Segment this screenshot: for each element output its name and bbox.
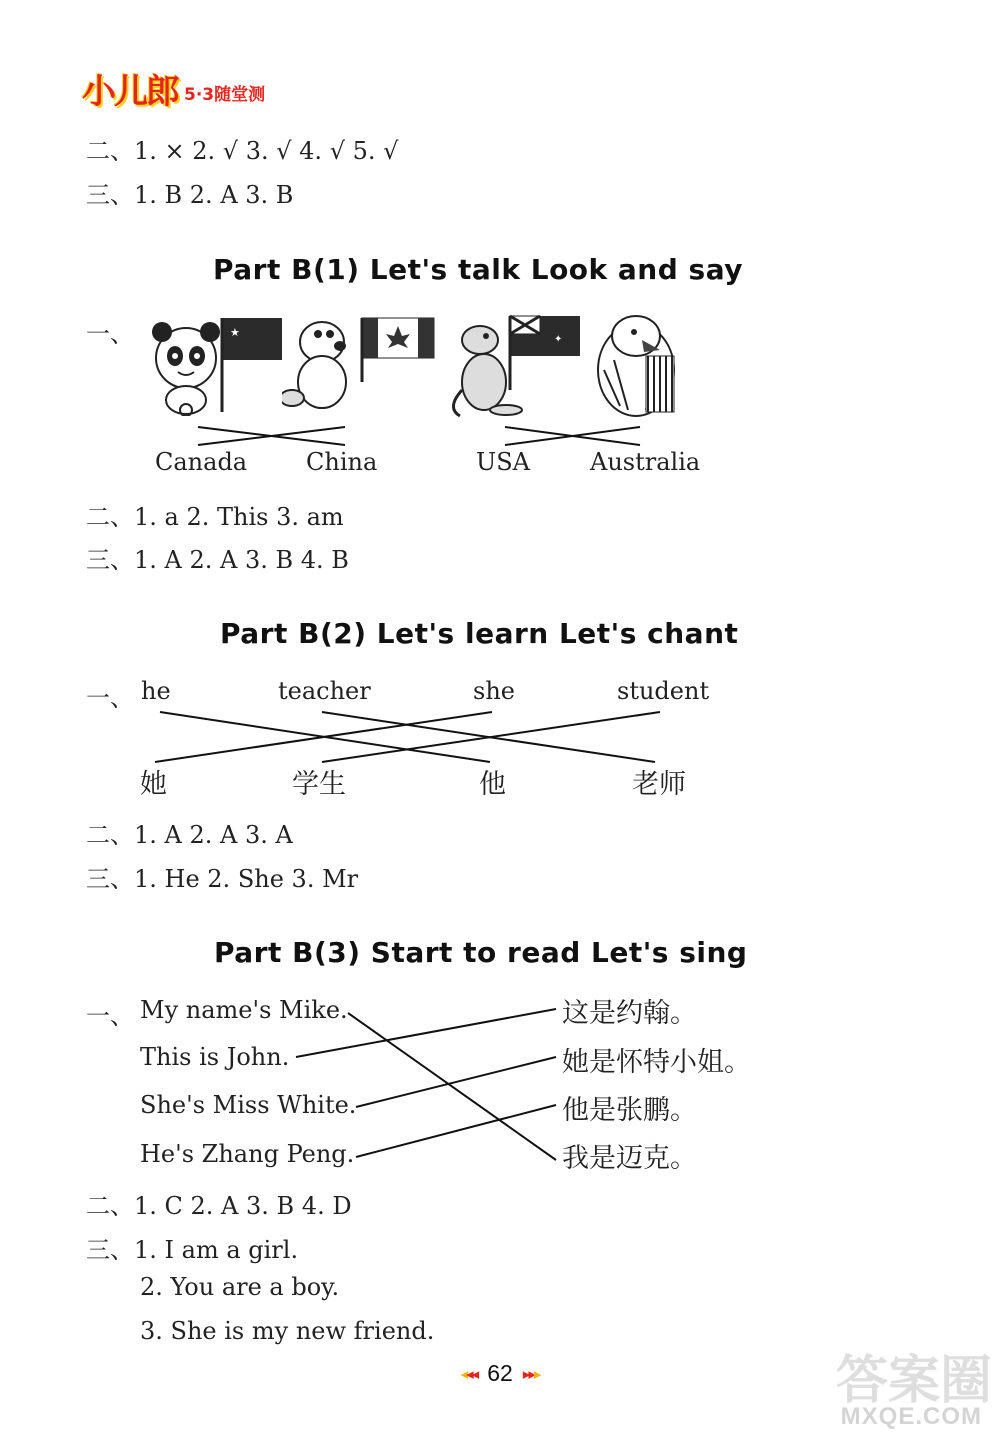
answer-line-3b-b3: 2. You are a boy. [140, 1273, 340, 1301]
question-1-prefix-b2: 一、 [86, 684, 134, 712]
match-line-sentence-4 [356, 1105, 556, 1157]
word-she: she [473, 677, 515, 705]
answer-line-3: 三、1. B 2. A 3. B [86, 181, 294, 209]
answer-line-2: 二、1. × 2. √ 3. √ 4. √ 5. √ [86, 137, 399, 165]
en-sentence-2: This is John. [140, 1043, 290, 1071]
section-heading-b3: Part B(3) Start to read Let's sing [214, 936, 748, 969]
left-arrows-icon: ◂◂◂ [460, 1364, 478, 1383]
match-line-sentence-3 [356, 1057, 556, 1107]
country-label-china: China [306, 448, 378, 476]
answer-line-3-b1: 三、1. A 2. A 3. B 4. B [86, 546, 349, 574]
en-sentence-1: My name's Mike. [140, 996, 348, 1024]
answer-line-3-b2: 三、1. He 2. She 3. Mr [86, 865, 359, 893]
answer-line-3c-b3: 3. She is my new friend. [140, 1317, 435, 1345]
match-line-sentence-1 [348, 1013, 556, 1160]
logo-sub: 5·3随堂测 [184, 84, 266, 105]
cn-word-she: 她 [140, 769, 167, 800]
answer-line-3a-b3: 三、1. I am a girl. [86, 1236, 299, 1264]
word-he: he [141, 677, 171, 705]
watermark-logo: 答案圈 [835, 1351, 992, 1411]
word-student: student [617, 677, 710, 705]
cn-sentence-2: 她是怀特小姐。 [562, 1047, 751, 1078]
question-1-prefix-b1: 一、 [86, 320, 134, 348]
section-heading-b2: Part B(2) Let's learn Let's chant [220, 617, 739, 650]
cn-word-he: 他 [479, 769, 506, 800]
answer-line-2-b2: 二、1. A 2. A 3. A [86, 821, 293, 849]
cn-word-teacher: 老师 [632, 769, 686, 800]
country-label-usa: USA [476, 448, 530, 476]
page-number: 62 [487, 1360, 513, 1386]
logo-main: 小儿郎 [82, 71, 178, 112]
match-line-sentence-2 [296, 1009, 556, 1057]
question-1-prefix-b3: 一、 [86, 1002, 134, 1030]
cn-word-student: 学生 [292, 769, 346, 800]
right-arrows-icon: ▸▸▸ [522, 1364, 540, 1383]
svg-text:★: ★ [230, 326, 240, 339]
en-sentence-3: She's Miss White. [140, 1091, 357, 1119]
section-heading-b1: Part B(1) Let's talk Look and say [213, 253, 743, 286]
word-teacher: teacher [278, 677, 371, 705]
cn-sentence-1: 这是约翰。 [562, 998, 697, 1029]
cn-sentence-3: 他是张鹏。 [562, 1095, 697, 1126]
en-sentence-4: He's Zhang Peng. [140, 1140, 355, 1168]
answer-line-2-b3: 二、1. C 2. A 3. B 4. D [86, 1192, 352, 1220]
svg-text:✦: ✦ [554, 334, 563, 345]
cn-sentence-4: 我是迈克。 [562, 1143, 697, 1174]
answer-line-2-b1: 二、1. a 2. This 3. am [86, 503, 344, 531]
country-label-canada: Canada [155, 448, 248, 476]
watermark-url: MXQE.COM [840, 1403, 982, 1430]
country-label-australia: Australia [590, 448, 701, 476]
